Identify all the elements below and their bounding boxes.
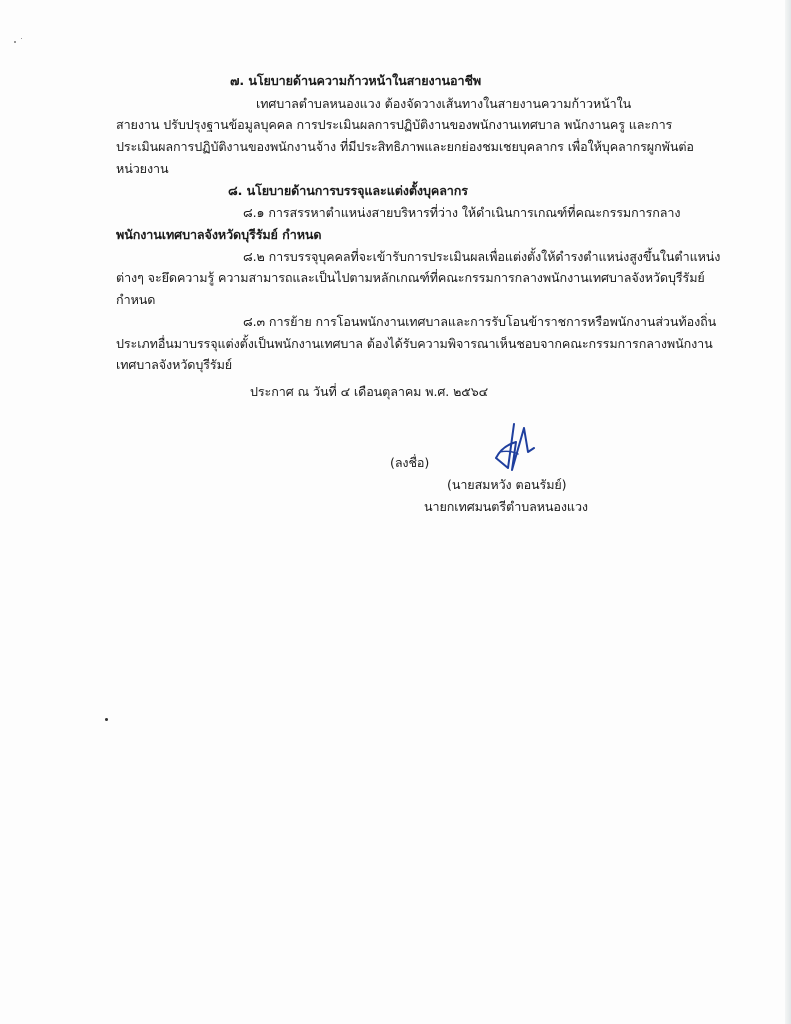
section-8-2-line-3: กำหนด [116, 292, 156, 307]
section-8-3-line-3: เทศบาลจังหวัดบุรีรัมย์ [116, 357, 233, 372]
scan-speck [21, 38, 22, 39]
sign-label: (ลงชื่อ) [390, 455, 430, 470]
section-8-2-line-2: ต่างๆ จะยึดความรู้ ความสามารถและเป็นไปตามหลักเกณฑ์ที่คณะกรรมการกลางพนักงานเทศบาลจังหวัดบุรีรัมย์ [116, 270, 705, 285]
signer-name: (นายสมหวัง ตอนรัมย์) [447, 477, 567, 492]
section-7-line-1: เทศบาลตำบลหนองแวง ต้องจัดวางเส้นทางในสายงานความก้าวหน้าใน [256, 96, 632, 111]
section-8-heading: ๘. นโยบายด้านการบรรจุและแต่งตั้งบุคลากร [228, 183, 468, 198]
section-7-line-3: ประเมินผลการปฏิบัติงานของพนักงานจ้าง ที่มีประสิทธิภาพและยกย่องชมเชยบุคลากร เพื่อให้บุคลากรผูกพันต่อ [116, 139, 694, 154]
section-7-line-4: หน่วยงาน [116, 161, 169, 176]
section-7-heading: ๗. นโยบายด้านความก้าวหน้าในสายงานอาชีพ [230, 73, 482, 88]
scan-edge-shadow [785, 0, 791, 1024]
scan-speck [14, 41, 16, 43]
handwritten-signature [488, 422, 536, 474]
section-8-1-line-1: ๘.๑ การสรรหาตำแหน่งสายบริหารที่ว่าง ให้ดำเนินการเกณฑ์ที่คณะกรรมการกลาง [243, 205, 681, 220]
signer-position: นายกเทศมนตรีตำบลหนองแวง [424, 499, 588, 514]
scan-speck [105, 718, 108, 721]
section-8-2-line-1: ๘.๒ การบรรจุบุคคลที่จะเข้ารับการประเมินผลเพื่อแต่งตั้งให้ดำรงตำแหน่งสูงขึ้นในตำแหน่ง [243, 249, 721, 264]
section-8-3-line-1: ๘.๓ การย้าย การโอนพนักงานเทศบาลและการรับโอนข้าราชการหรือพนักงานส่วนท้องถิ่น [243, 314, 717, 329]
section-8-1-line-2: พนักงานเทศบาลจังหวัดบุรีรัมย์ กำหนด [116, 227, 322, 242]
section-7-line-2: สายงาน ปรับปรุงฐานข้อมูลบุคคล การประเมินผลการปฏิบัติงานของพนักงานเทศบาล พนักงานครู และการ [116, 117, 673, 132]
announcement-date: ประกาศ ณ วันที่ ๔ เดือนตุลาคม พ.ศ. ๒๕๖๔ [250, 384, 489, 399]
section-8-3-line-2: ประเภทอื่นมาบรรจุแต่งตั้งเป็นพนักงานเทศบาล ต้องได้รับความพิจารณาเห็นชอบจากคณะกรรมการกลางพนักงาน [116, 336, 713, 351]
